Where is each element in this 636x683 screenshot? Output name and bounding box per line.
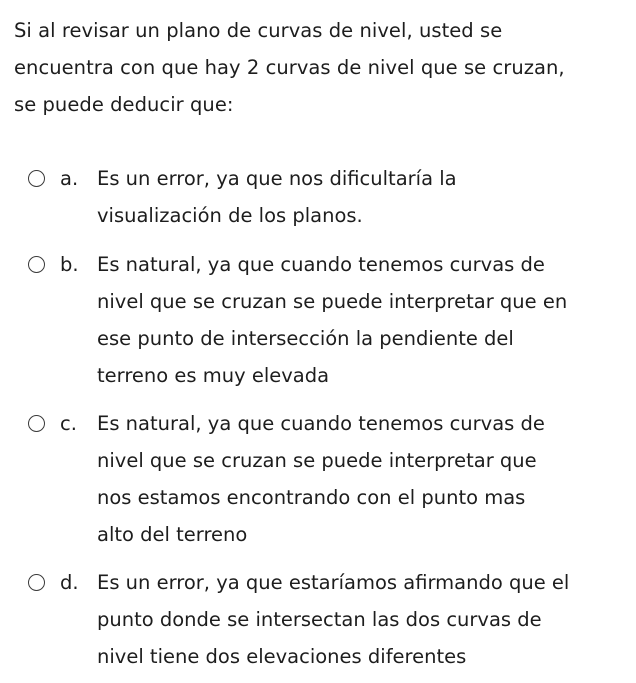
question-line: encuentra con que hay 2 curvas de nivel que se cruzan, <box>14 56 565 79</box>
option-line: visualización de los planos. <box>97 204 363 227</box>
radio-button-d[interactable] <box>28 574 45 591</box>
option-line: nos estamos encontrando con el punto mas <box>97 486 526 509</box>
radio-button-c[interactable] <box>28 415 45 432</box>
option-letter: b. <box>60 253 79 276</box>
option-line: alto del terreno <box>97 523 248 546</box>
option-text <box>97 160 457 234</box>
radio-button-b[interactable] <box>28 256 45 273</box>
question-line: Si al revisar un plano de curvas de nivel, usted se <box>14 19 503 42</box>
option-text <box>97 246 567 394</box>
option-line: Es natural, ya que cuando tenemos curvas de <box>97 412 545 435</box>
option-line: Es natural, ya que cuando tenemos curvas de <box>97 253 545 276</box>
option-line: punto donde se intersectan las dos curvas de <box>97 608 542 631</box>
option-line: ese punto de intersección la pendiente del <box>97 327 514 350</box>
option-line: nivel que se cruzan se puede interpretar que <box>97 449 537 472</box>
option-line: nivel que se cruzan se puede interpretar que en <box>97 290 568 313</box>
option-text <box>97 564 569 675</box>
question-text <box>14 12 626 123</box>
option-line: Es un error, ya que estaríamos afirmando que el <box>97 571 570 594</box>
option-line: terreno es muy elevada <box>97 364 330 387</box>
option-line: Es un error, ya que nos dificultaría la <box>97 167 457 190</box>
option-letter: a. <box>60 167 79 190</box>
option-letter: d. <box>60 571 79 594</box>
radio-button-a[interactable] <box>28 170 45 187</box>
option-line: nivel tiene dos elevaciones diferentes <box>97 645 467 668</box>
question-line: se puede deducir que: <box>14 93 234 116</box>
option-text <box>97 405 545 553</box>
option-letter: c. <box>60 412 77 435</box>
